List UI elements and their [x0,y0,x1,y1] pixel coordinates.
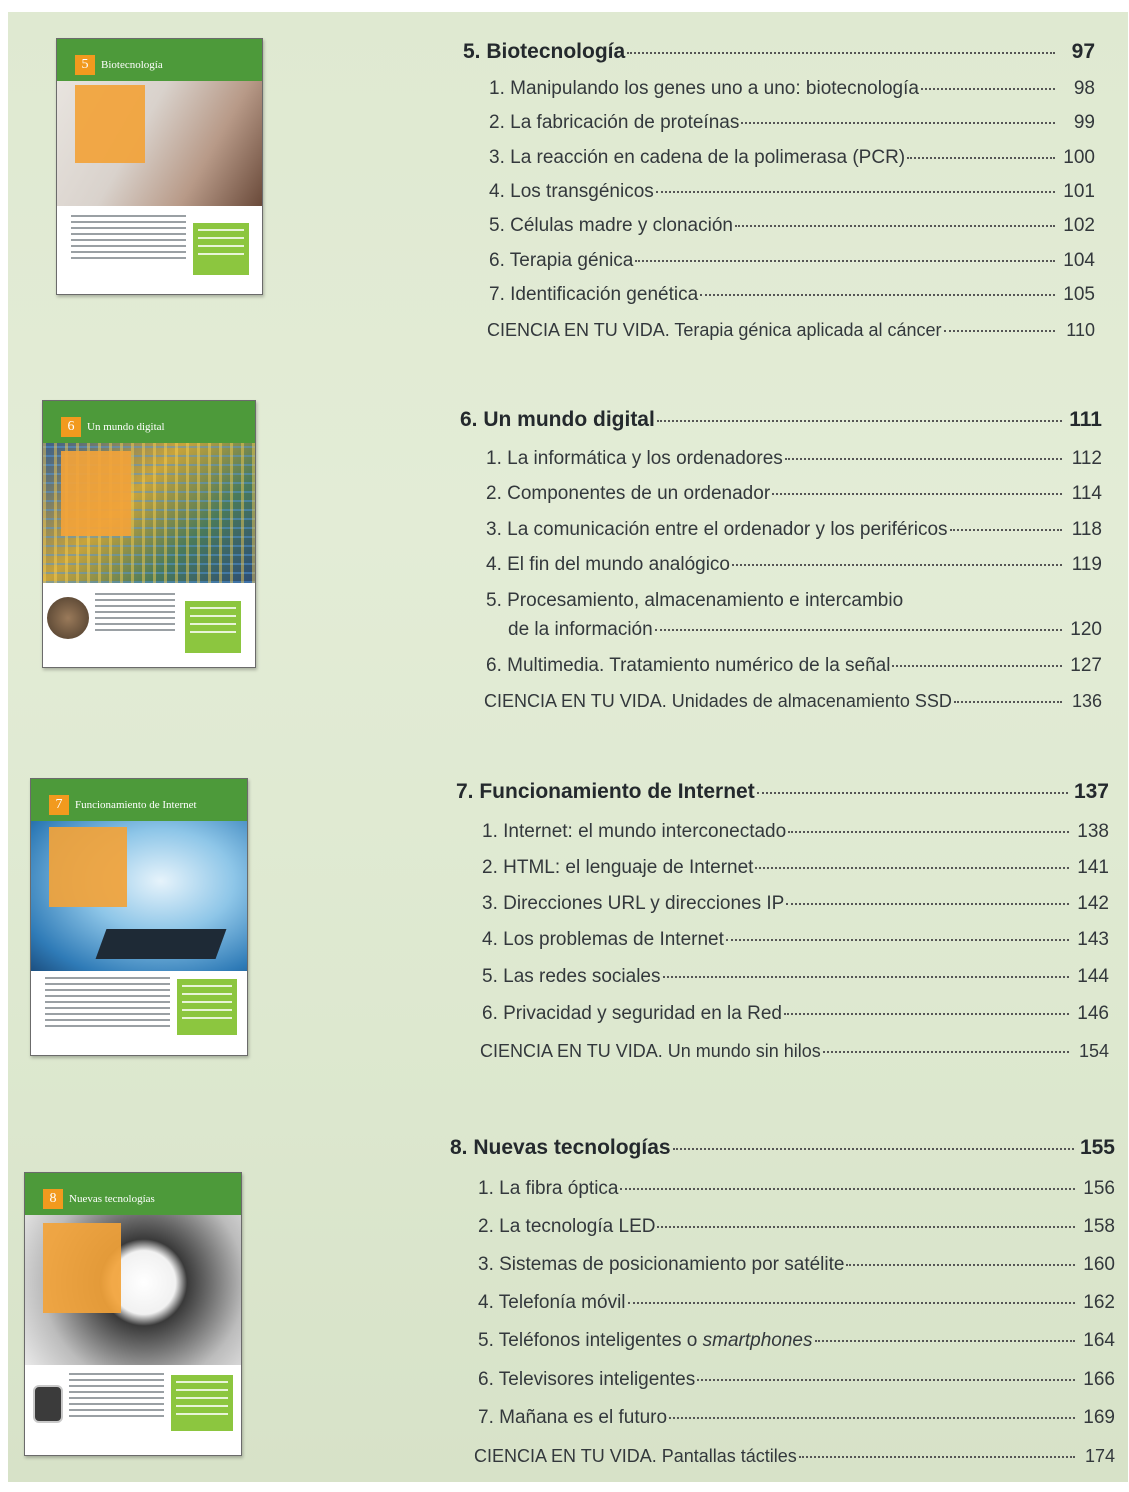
entry-label: 2. HTML: el lenguaje de Internet [482,857,754,878]
dot-leader [892,664,1062,667]
dot-leader [628,1301,1075,1304]
page-number: 162 [1083,1292,1115,1313]
toc-entry[interactable] [486,448,1102,470]
entry-label: CIENCIA EN TU VIDA. Unidades de almacenamiento SSD [484,691,952,711]
ciencia-en-tu-vida-entry[interactable] [487,320,1095,341]
page-number: 102 [1063,215,1095,236]
page-number: 174 [1084,1446,1115,1466]
thumbnail-round-photo [47,597,89,639]
toc-entry[interactable] [508,619,1102,641]
entry-label: 3. La comunicación entre el ordenador y los periféricos [486,519,948,540]
entry-label: 2. Componentes de un ordenador [486,483,771,504]
toc-entry[interactable] [478,1216,1115,1238]
entry-label: 1. La fibra óptica [478,1178,619,1199]
page-number: 105 [1063,284,1095,305]
page-number: 111 [1069,408,1102,431]
entry-label: 2. La fabricación de proteínas [489,112,740,133]
thumbnail-text-lines [71,215,186,263]
toc-entry[interactable] [478,1292,1115,1314]
chapter-number-badge: 7 [49,795,69,815]
ciencia-en-tu-vida-entry[interactable] [484,691,1102,712]
chapter-title: 7. Funcionamiento de Internet [456,780,755,803]
chapter-7-thumbnail [30,778,248,1056]
entry-label: 5. Células madre y clonación [489,215,733,236]
dot-leader [655,628,1062,631]
toc-entry[interactable] [486,554,1102,576]
toc-entry[interactable] [478,1178,1115,1200]
page-number: 169 [1083,1407,1115,1428]
toc-entry[interactable] [486,655,1102,677]
chapter-8-thumbnail [24,1172,242,1456]
entry-label: 3. La reacción en cadena de la polimerasa (PCR) [489,147,906,168]
thumbnail-summary-box [49,827,127,907]
toc-entry-first-line: 5. Procesamiento, almacenamiento e intercambio [486,590,904,611]
entry-label: 1. La informática y los ordenadores [486,448,783,469]
thumbnail-title: Biotecnología [101,59,163,71]
entry-label: 4. El fin del mundo analógico [486,554,730,575]
entry-label: 4. Telefonía móvil [478,1292,626,1313]
thumbnail-green-box [185,601,241,653]
dot-leader [921,87,1055,90]
entry-label: 2. La tecnología LED [478,1216,656,1237]
entry-label: 4. Los transgénicos [489,181,654,202]
dot-leader [815,1339,1076,1342]
dot-leader [772,492,1062,495]
thumbnail-text-lines [95,593,175,635]
thumbnail-text-lines [45,977,170,1031]
toc-entry[interactable] [478,1254,1115,1276]
chapter-8-heading-row[interactable] [450,1136,1115,1160]
dot-leader [757,791,1068,794]
dot-leader [944,329,1055,332]
thumbnail-green-box [177,979,237,1035]
dot-leader [954,700,1062,703]
tablet-shape [96,929,227,959]
ciencia-en-tu-vida-entry[interactable] [480,1041,1109,1062]
chapter-number-badge: 6 [61,417,81,437]
page-number: 114 [1071,483,1102,504]
entry-label-italic: smartphones [702,1330,813,1351]
dot-leader [700,293,1055,296]
page-number: 110 [1066,320,1095,340]
thumbnail-summary-box [61,451,131,536]
page-number: 160 [1083,1254,1115,1275]
page-number: 143 [1077,929,1109,950]
entry-label: 1. Internet: el mundo interconectado [482,821,787,842]
thumbnail-summary-box [43,1223,121,1313]
dot-leader [627,51,1055,54]
dot-leader [799,1455,1075,1458]
thumbnail-title: Funcionamiento de Internet [75,799,197,811]
dot-leader [669,1416,1075,1419]
page-number: 164 [1083,1330,1115,1351]
entry-label: 6. Privacidad y seguridad en la Red [482,1003,782,1024]
entry-label: 6. Televisores inteligentes [478,1369,696,1390]
thumbnail-green-box [171,1375,233,1431]
chapter-5-heading-row[interactable] [463,40,1095,64]
toc-entry[interactable] [482,821,1109,843]
toc-entry[interactable] [482,929,1109,951]
dot-leader [755,866,1069,869]
page-number: 154 [1078,1041,1109,1061]
entry-label: 3. Direcciones URL y direcciones IP [482,893,785,914]
page-number: 120 [1070,619,1102,640]
dot-leader [657,419,1062,422]
entry-label: CIENCIA EN TU VIDA. Pantallas táctiles [474,1446,797,1466]
toc-entry[interactable] [478,1330,1115,1352]
dot-leader [741,121,1055,124]
page-number: 112 [1071,448,1102,469]
toc-entry[interactable] [489,147,1095,169]
page-number: 97 [1071,40,1095,63]
toc-entry[interactable] [482,893,1109,915]
chapter-title: 8. Nuevas tecnologías [450,1136,671,1159]
dot-leader [785,457,1062,460]
page-number: 156 [1083,1178,1115,1199]
toc-entry[interactable] [489,78,1095,100]
thumbnail-title: Nuevas tecnologías [69,1193,155,1205]
dot-leader [786,902,1069,905]
entry-label: 6. Multimedia. Tratamiento numérico de la señal [486,655,891,676]
dot-leader [735,224,1055,227]
entry-label: CIENCIA EN TU VIDA. Un mundo sin hilos [480,1041,821,1061]
dot-leader [907,156,1055,159]
entry-label: 6. Terapia génica [489,250,634,271]
page-number: 146 [1077,1003,1109,1024]
dot-leader [726,938,1069,941]
toc-entry[interactable] [489,250,1095,272]
toc-entry[interactable] [478,1407,1115,1429]
toc-entry[interactable] [482,857,1109,879]
dot-leader [788,830,1069,833]
entry-label: de la información [508,619,653,640]
page-number: 144 [1077,966,1109,987]
toc-entry[interactable] [486,483,1102,505]
toc-entry[interactable] [486,519,1102,541]
entry-label: 7. Mañana es el futuro [478,1407,668,1428]
dot-leader [635,259,1055,262]
thumbnail-title: Un mundo digital [87,421,165,433]
entry-label: 5. Las redes sociales [482,966,661,987]
page-number: 141 [1077,857,1109,878]
dot-leader [784,1012,1069,1015]
entry-label: 7. Identificación genética [489,284,699,305]
entry-label: CIENCIA EN TU VIDA. Terapia génica aplicada al cáncer [487,320,942,340]
ciencia-en-tu-vida-entry[interactable] [474,1446,1115,1467]
dot-leader [846,1263,1075,1266]
toc-entry[interactable] [478,1369,1115,1391]
page-number: 101 [1063,181,1095,202]
thumbnail-green-box [193,223,249,275]
page-number: 166 [1083,1369,1115,1390]
dot-leader [950,528,1062,531]
dot-leader [732,563,1062,566]
page-number: 142 [1077,893,1109,914]
toc-entry[interactable] [489,112,1095,134]
chapter-title: 6. Un mundo digital [460,408,655,431]
page-number: 119 [1071,554,1102,575]
chapter-7-heading-row[interactable] [456,780,1109,804]
chapter-number-badge: 5 [75,55,95,75]
entry-label: 3. Sistemas de posicionamiento por satélite [478,1254,845,1275]
entry-label: 1. Manipulando los genes uno a uno: biotecnología [489,78,919,99]
book-page [8,12,1128,1482]
entry-label-text: 5. Teléfonos inteligentes o [478,1330,703,1351]
chapter-number-badge: 8 [43,1189,63,1209]
toc-entry[interactable] [489,181,1095,203]
dot-leader [620,1187,1075,1190]
toc-entry[interactable] [482,966,1109,988]
page-number: 136 [1071,691,1102,711]
toc-entry[interactable] [482,1003,1109,1025]
dot-leader [663,975,1070,978]
page-number: 158 [1083,1216,1115,1237]
page-number: 127 [1070,655,1102,676]
chapter-6-thumbnail [42,400,256,668]
entry-label: 4. Los problemas de Internet [482,929,724,950]
page-number: 98 [1073,78,1095,99]
dot-leader [656,190,1055,193]
chapter-5-thumbnail [56,38,263,295]
chapter-6-heading-row[interactable] [460,408,1102,432]
thumbnail-text-lines [69,1373,164,1421]
page-number: 104 [1063,250,1095,271]
page-number: 155 [1079,1136,1115,1159]
dot-leader [823,1050,1069,1053]
dot-leader [697,1378,1075,1381]
page-number: 99 [1073,112,1095,133]
toc-entry[interactable] [489,215,1095,237]
dot-leader [673,1147,1074,1150]
page-number: 137 [1073,780,1109,803]
dot-leader [657,1225,1075,1228]
page-number: 118 [1071,519,1102,540]
page-number: 100 [1063,147,1095,168]
page-number: 138 [1077,821,1109,842]
smartwatch-image [33,1385,63,1423]
toc-entry[interactable] [489,284,1095,306]
chapter-title: 5. Biotecnología [463,40,626,63]
entry-label [478,1330,813,1352]
thumbnail-summary-box [75,85,145,163]
